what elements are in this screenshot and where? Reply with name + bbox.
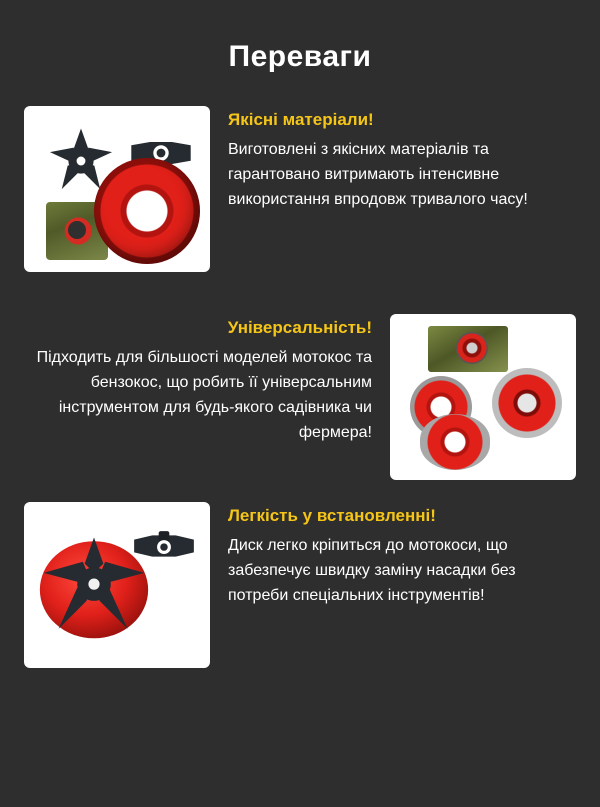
feature-image-easy-installation [24,502,210,668]
feature-text-quality-materials [210,106,576,213]
feature-block-universality [0,314,600,480]
feature-title: Якісні матеріали! [228,110,374,129]
feature-text-easy-installation [210,502,576,609]
disc-bottom-shape [420,414,490,470]
feature-text-universality [24,314,390,446]
feature-body: Виготовлені з якісних матеріалів та гарантовано витримають інтенсивне використання впродовж тривалого часу! [228,141,528,208]
page-title: Переваги [228,40,372,73]
feature-title: Універсальність! [227,318,372,337]
disc-in-grass-photo [428,326,508,372]
feature-block-quality-materials [0,106,600,272]
feature-body: Диск легко кріпиться до мотокоси, що забезпечує швидку заміну насадки без потреби спеціальних інструментів! [228,537,516,604]
disc-right-shape [492,368,562,438]
feature-image-quality-materials [24,106,210,272]
feature-block-easy-installation [0,502,600,668]
feature-title: Легкість у встановленні! [228,506,436,525]
feature-body: Підходить для більшості моделей мотокос та бензокос, що робить її універсальним інструментом для будь-якого садівника чи фермера! [36,349,372,441]
feature-image-universality [390,314,576,480]
bar-blade-icon [132,528,196,564]
red-disc-shape [94,158,200,264]
